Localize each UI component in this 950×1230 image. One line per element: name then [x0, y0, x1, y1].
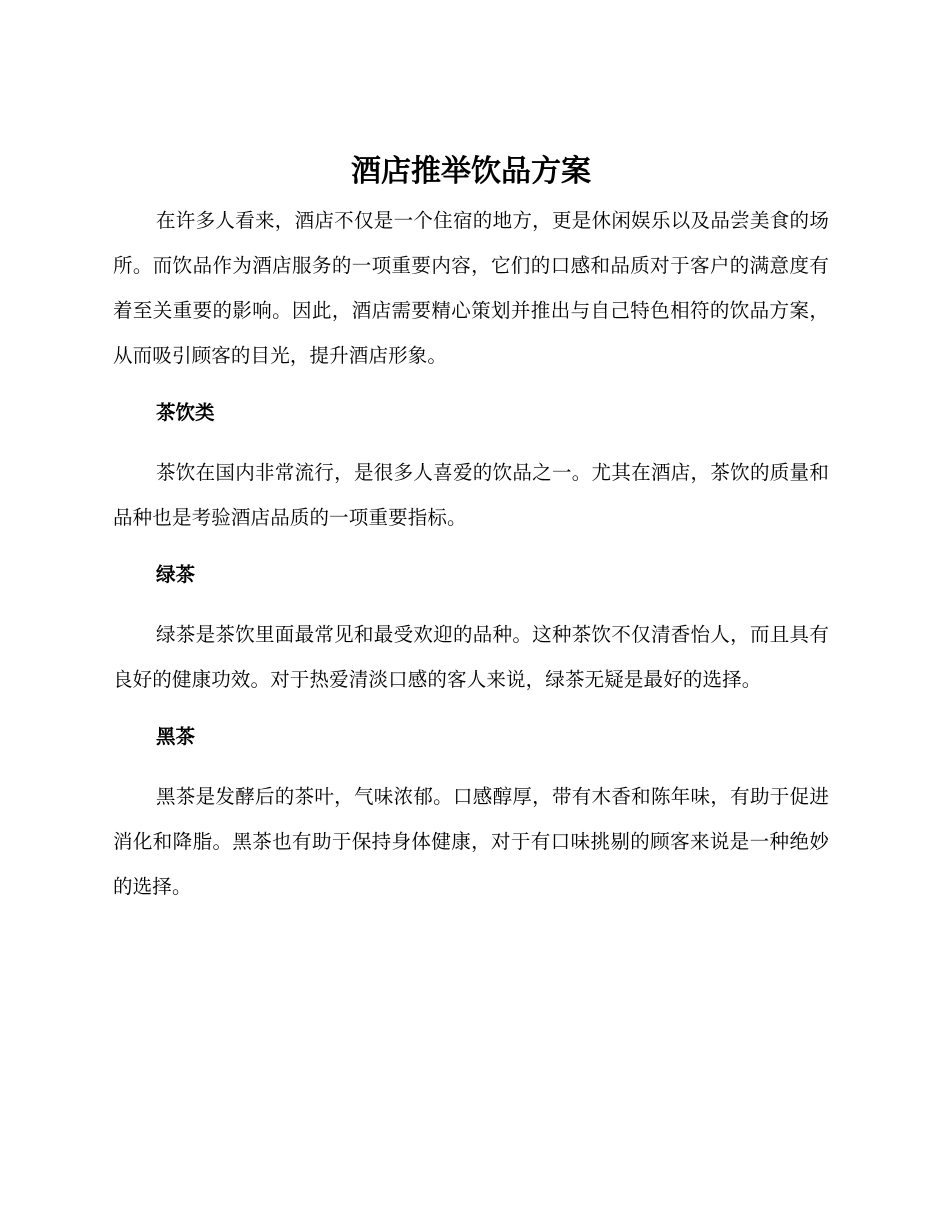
document-title: 酒店推举饮品方案	[351, 154, 591, 189]
section-body-green-tea: 绿茶是茶饮里面最常见和最受欢迎的品种。这种茶饮不仅清香怡人，而且具有良好的健康功效。对于热爱清淡口感的客人来说，绿茶无疑是最好的选择。	[113, 623, 829, 691]
section-heading-tea: 茶饮类	[156, 401, 215, 424]
section-body-tea: 茶饮在国内非常流行，是很多人喜爱的饮品之一。尤其在酒店，茶饮的质量和品种也是考验酒店品质的一项重要指标。	[113, 461, 829, 529]
section-heading-dark-tea: 黑茶	[156, 725, 196, 748]
section-heading-green-tea: 绿茶	[156, 563, 196, 586]
document-page	[113, 148, 829, 909]
section-body-dark-tea: 黑茶是发酵后的茶叶，气味浓郁。口感醇厚，带有木香和陈年味，有助于促进消化和降脂。黑茶也有助于保持身体健康，对于有口味挑剔的顾客来说是一种绝妙的选择。	[113, 785, 829, 898]
intro-paragraph: 在许多人看来，酒店不仅是一个住宿的地方，更是休闲娱乐以及品尝美食的场所。而饮品作为酒店服务的一项重要内容，它们的口感和品质对于客户的满意度有着至关重要的影响。因此，酒店需要精心策划并推出与自己特色相符的饮品方案，从而吸引顾客的目光，提升酒店形象。	[113, 209, 829, 367]
